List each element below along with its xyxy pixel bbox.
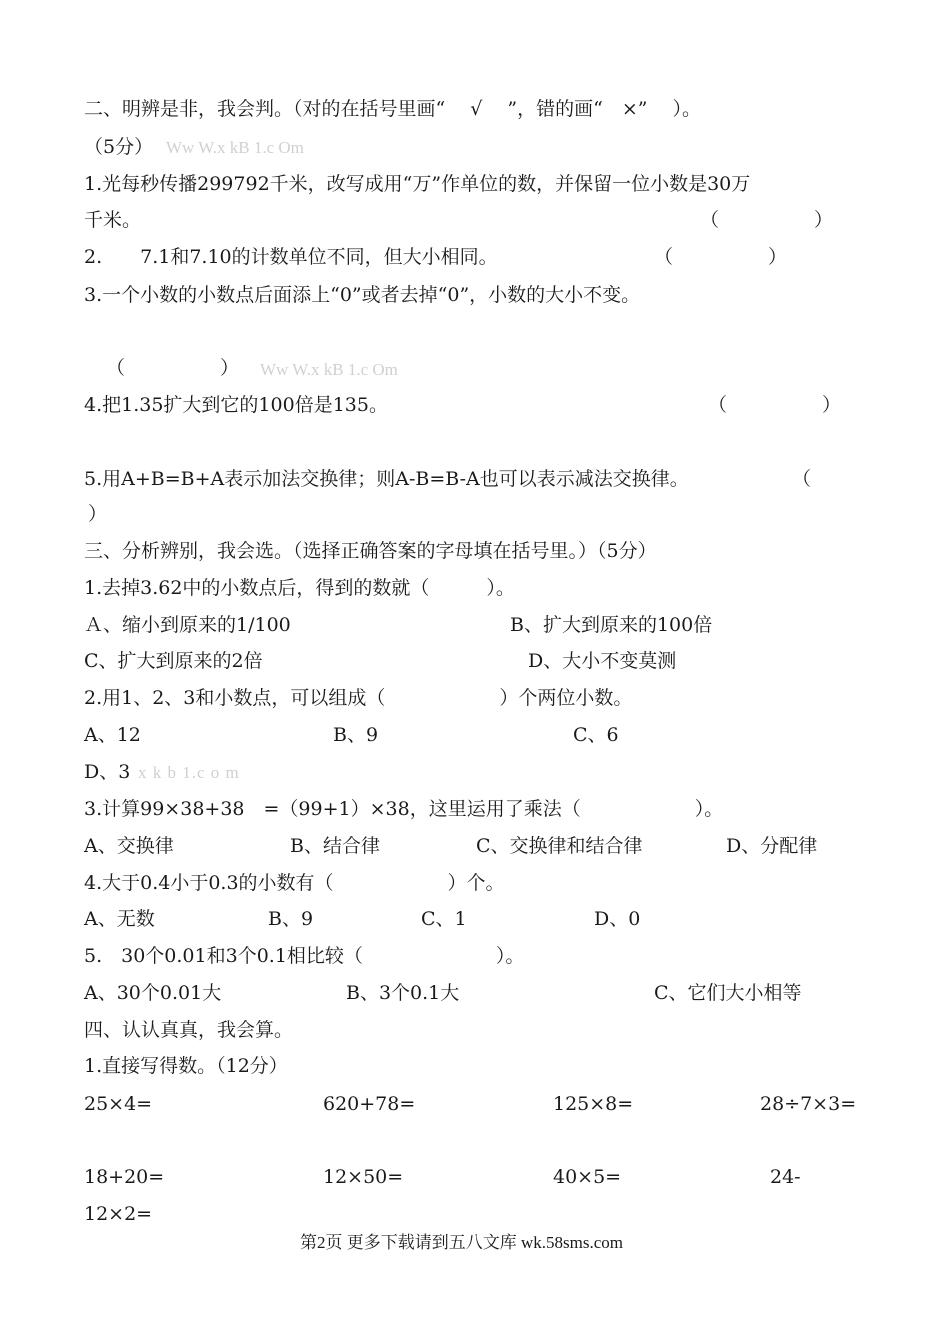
calc-item: 125×8= — [553, 1093, 634, 1115]
option-d: D、3 — [84, 761, 131, 783]
s4-question-1: 1.直接写得数。（12分） — [84, 1055, 288, 1077]
calc-item: 12×50= — [323, 1166, 404, 1188]
option-b: B、结合律 — [290, 835, 380, 857]
option-b: B、9 — [333, 724, 379, 746]
s2-question-3: 3.一个小数的小数点后面添上“0”或者去掉“0”，小数的大小不变。 — [84, 284, 641, 306]
option-b: B、扩大到原来的100倍 — [510, 614, 713, 636]
answer-parenthesis: （ ） — [700, 209, 834, 231]
option-c: C、1 — [421, 908, 467, 930]
s3-question-2: 2.用1、2、3和小数点，可以组成（ ）个两位小数。 — [84, 687, 633, 709]
answer-parenthesis-open: （ — [792, 468, 812, 490]
calc-item: 28÷7×3= — [760, 1093, 857, 1115]
section2-header: 二、明辨是非，我会判。（对的在括号里画“ √ ”，错的画“ ×” ）。 — [84, 98, 702, 120]
option-a: A、交换律 — [84, 835, 174, 857]
answer-parenthesis: （ ） — [708, 394, 842, 416]
option-b: B、3个0.1大 — [346, 982, 460, 1004]
s2-question-4: 4.把1.35扩大到它的100倍是135。 — [84, 394, 388, 416]
answer-parenthesis-close: ） — [88, 503, 108, 525]
option-a: A、12 — [84, 724, 141, 746]
option-c: C、扩大到原来的2倍 — [84, 650, 263, 672]
watermark: Ww W.x kB 1.c Om — [166, 138, 304, 157]
option-d: D、大小不变莫测 — [528, 650, 677, 672]
option-c: C、6 — [573, 724, 619, 746]
calc-item: 620+78= — [323, 1093, 416, 1115]
calc-item: 40×5= — [553, 1166, 622, 1188]
page-footer: 第2页 更多下载请到五八文库 wk.58sms.com — [300, 1233, 623, 1252]
option-a: A、无数 — [84, 908, 155, 930]
calc-item: 25×4= — [84, 1093, 153, 1115]
s3-question-4: 4.大于0.4小于0.3的小数有（ ）个。 — [84, 872, 505, 894]
s3-question-5: 5. 30个0.01和3个0.1相比较（ ）。 — [84, 945, 525, 967]
calc-item-cont: 12×2= — [84, 1203, 153, 1225]
option-a: Ａ、缩小到原来的1/100 — [84, 614, 291, 636]
section4-header: 四、认认真真，我会算。 — [84, 1019, 294, 1041]
s2-question-5: 5.用A+B=B+A表示加法交换律；则A-B=B-A也可以表示减法交换律。 — [84, 468, 689, 490]
section3-header: 三、分析辨别，我会选。（选择正确答案的字母填在括号里。）（5分） — [84, 540, 657, 562]
watermark: x k b 1.c o m — [138, 763, 240, 782]
watermark: Ww W.x kB 1.c Om — [260, 360, 398, 379]
s2-question-1-cont: 千米。 — [84, 209, 142, 231]
answer-parenthesis: （ ） — [106, 357, 240, 379]
s2-question-2: 2. 7.1和7.10的计数单位不同，但大小相同。 — [84, 246, 498, 268]
section2-score: （5分） — [84, 136, 154, 158]
answer-parenthesis: （ ） — [654, 246, 788, 268]
s2-question-1: 1.光每秒传播299792千米，改写成用“万”作单位的数，并保留一位小数是30万 — [84, 173, 751, 195]
calc-item: 18+20= — [84, 1166, 165, 1188]
s3-question-3: 3.计算99×38+38 =（99+1）×38，这里运用了乘法（ ）。 — [84, 798, 724, 820]
option-c: C、它们大小相等 — [654, 982, 802, 1004]
calc-item: 24- — [770, 1166, 801, 1188]
option-c: C、交换律和结合律 — [476, 835, 643, 857]
option-b: B、9 — [268, 908, 314, 930]
s3-question-1: 1.去掉3.62中的小数点后，得到的数就（ ）。 — [84, 577, 515, 599]
option-a: A、30个0.01大 — [84, 982, 222, 1004]
option-d: D、0 — [594, 908, 641, 930]
option-d: D、分配律 — [726, 835, 818, 857]
